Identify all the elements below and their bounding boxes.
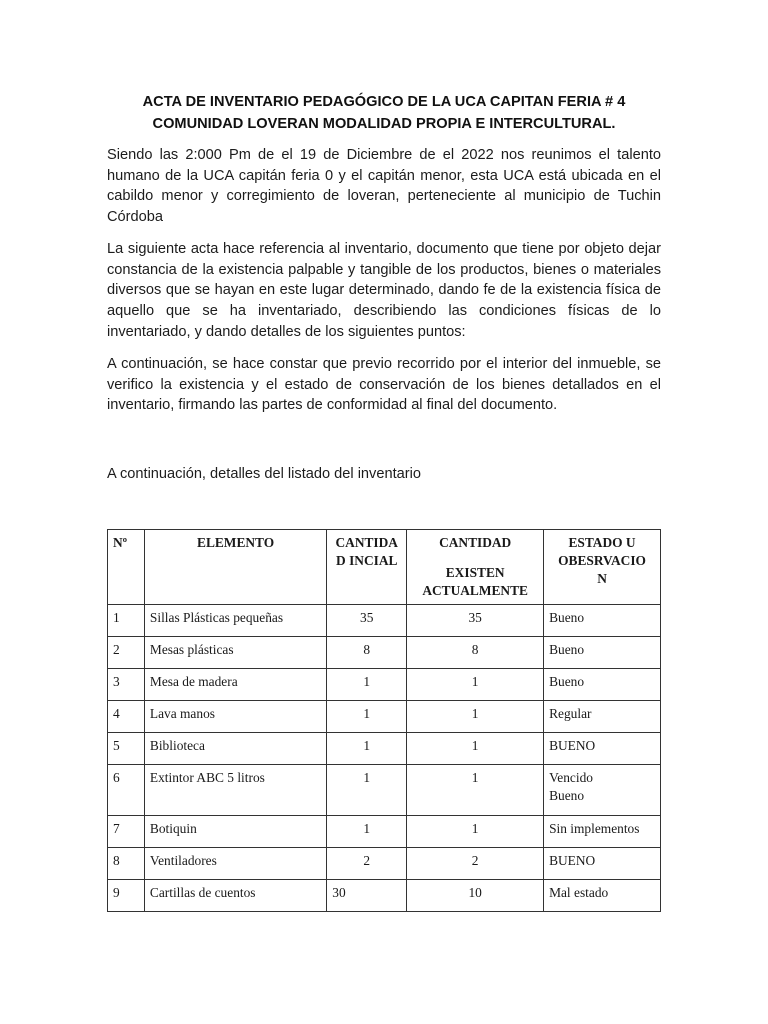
cell-estado-line-2: Bueno: [549, 788, 585, 803]
cell-elemento: Ventiladores: [144, 848, 326, 880]
inventory-table: [107, 529, 661, 912]
cell-elemento: Cartillas de cuentos: [144, 880, 326, 912]
cell-estado: Mal estado: [544, 880, 661, 912]
header-no: Nº: [108, 530, 145, 605]
cell-actual: 1: [407, 765, 544, 816]
cell-inicial: 35: [327, 605, 407, 637]
table-row: [108, 733, 661, 765]
cell-estado: Bueno: [544, 637, 661, 669]
header-cantidad-inicial: [327, 530, 407, 605]
cell-no: 8: [108, 848, 145, 880]
header-cantidad-inicial-line-2: D INCIAL: [336, 553, 398, 568]
cell-elemento: Sillas Plásticas pequeñas: [144, 605, 326, 637]
header-estado-line-2: OBESRVACIO: [558, 553, 646, 568]
table-header-row: [108, 530, 661, 605]
header-estado-line-1: ESTADO U: [568, 535, 636, 550]
header-cantidad-inicial-line-1: CANTIDA: [335, 535, 398, 550]
cell-elemento: Extintor ABC 5 litros: [144, 765, 326, 816]
header-cantidad-actual-line-2: EXISTEN: [445, 565, 505, 580]
cell-elemento: Mesa de madera: [144, 669, 326, 701]
paragraph-meeting: Siendo las 2:000 Pm de el 19 de Diciembre de el 2022 nos reunimos el talento humano de la UCA capitán feria 0 y el capitán menor, esta UCA está ubicada en el cabildo menor y corregimiento de loveran, perteneciente al municipio de Tuchin Córdoba: [107, 147, 661, 226]
table-row: [108, 605, 661, 637]
cell-actual: 1: [407, 816, 544, 848]
cell-inicial: 2: [327, 848, 407, 880]
header-estado-line-3: N: [597, 571, 607, 586]
cell-actual: 8: [407, 637, 544, 669]
cell-inicial: 1: [327, 816, 407, 848]
document-title: [100, 91, 668, 135]
table-row: [108, 880, 661, 912]
cell-actual: 1: [407, 701, 544, 733]
cell-inicial: 1: [327, 733, 407, 765]
cell-elemento: Botiquin: [144, 816, 326, 848]
cell-estado: Regular: [544, 701, 661, 733]
cell-estado: Sin implementos: [544, 816, 661, 848]
cell-elemento: Lava manos: [144, 701, 326, 733]
header-cantidad-actual: [407, 530, 544, 605]
paragraph-list-intro: A continuación, detalles del listado del inventario: [107, 466, 421, 482]
cell-actual: 1: [407, 733, 544, 765]
cell-inicial: 1: [327, 669, 407, 701]
cell-estado-line-1: Vencido: [549, 770, 593, 785]
cell-inicial: 1: [327, 765, 407, 816]
title-line-1: ACTA DE INVENTARIO PEDAGÓGICO DE LA UCA CAPITAN FERIA # 4: [142, 94, 626, 110]
cell-no: 2: [108, 637, 145, 669]
table-row: [108, 848, 661, 880]
table-row: [108, 701, 661, 733]
cell-no: 4: [108, 701, 145, 733]
cell-no: 7: [108, 816, 145, 848]
table-row: [108, 637, 661, 669]
cell-estado: BUENO: [544, 848, 661, 880]
cell-elemento: Biblioteca: [144, 733, 326, 765]
cell-actual: 10: [407, 880, 544, 912]
cell-elemento: Mesas plásticas: [144, 637, 326, 669]
cell-actual: 1: [407, 669, 544, 701]
title-line-2: COMUNIDAD LOVERAN MODALIDAD PROPIA E INTERCULTURAL.: [152, 116, 616, 132]
cell-inicial: 8: [327, 637, 407, 669]
cell-estado: [544, 765, 661, 816]
cell-estado: Bueno: [544, 605, 661, 637]
cell-inicial: 1: [327, 701, 407, 733]
cell-inicial: 30: [327, 880, 407, 912]
cell-no: 1: [108, 605, 145, 637]
cell-actual: 35: [407, 605, 544, 637]
cell-no: 5: [108, 733, 145, 765]
paragraph-verification: A continuación, se hace constar que previo recorrido por el interior del inmueble, se verifico la existencia y el estado de conservación de los bienes detallados en el inventario, firmando las partes de conformidad al final del documento.: [107, 356, 661, 414]
cell-no: 6: [108, 765, 145, 816]
table-row: [108, 765, 661, 816]
table-row: [108, 669, 661, 701]
cell-actual: 2: [407, 848, 544, 880]
header-cantidad-actual-line-3: ACTUALMENTE: [422, 583, 528, 598]
cell-estado: Bueno: [544, 669, 661, 701]
header-cantidad-actual-line-1: CANTIDAD: [439, 535, 512, 550]
table-row: [108, 816, 661, 848]
cell-no: 3: [108, 669, 145, 701]
header-elemento: ELEMENTO: [144, 530, 326, 605]
cell-estado: BUENO: [544, 733, 661, 765]
cell-no: 9: [108, 880, 145, 912]
header-estado: [544, 530, 661, 605]
paragraph-purpose: La siguiente acta hace referencia al inventario, documento que tiene por objeto dejar constancia de la existencia palpable y tangible de los productos, bienes o materiales diversos que se hayan en este lugar determinado, dando fe de la existencia física de aquello que se ha inventariado, describiendo las condiciones físicas de lo inventariado, y dando detalles de los siguientes puntos:: [107, 241, 661, 340]
